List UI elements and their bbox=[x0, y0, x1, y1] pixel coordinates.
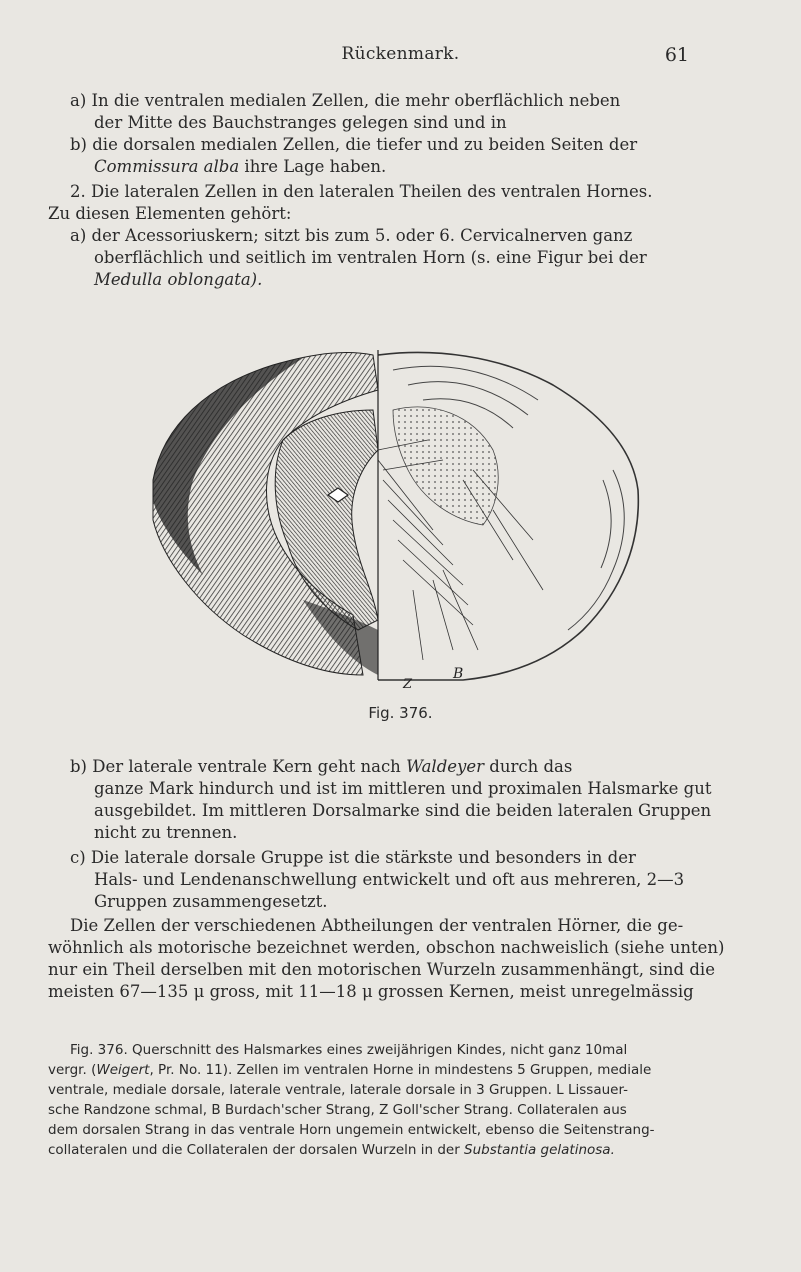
caption-line: collateralen und die Collateralen der dorsalen Wurzeln in der Substantia gelatinosa. bbox=[48, 1142, 615, 1158]
caption-line: sche Randzone schmal, B Burdach'scher Strang, Z Goll'scher Strang. Collateralen aus bbox=[48, 1102, 627, 1118]
text-line: a) der Acessoriuskern; sitzt bis zum 5. oder 6. Cervicalnerven ganz bbox=[70, 226, 633, 245]
text-line: Hals- und Lendenanschwellung entwickelt und oft aus mehreren, 2—3 bbox=[94, 870, 685, 889]
running-header: Rückenmark. bbox=[341, 44, 460, 64]
text-line: c) Die laterale dorsale Gruppe ist die stärkste und besonders in der bbox=[70, 848, 636, 867]
text-line: Die Zellen der verschiedenen Abtheilungen der ventralen Hörner, die ge- bbox=[70, 916, 684, 935]
caption-line: Fig. 376. Querschnitt des Halsmarkes eines zweijährigen Kindes, nicht ganz 10mal bbox=[70, 1042, 628, 1058]
page-number: 61 bbox=[664, 44, 689, 66]
text-line: Commissura alba ihre Lage haben. bbox=[94, 157, 387, 176]
figure-mark-b: B bbox=[453, 666, 464, 682]
text-line: b) die dorsalen medialen Zellen, die tiefer und zu beiden Seiten der bbox=[70, 135, 638, 154]
text-line: ganze Mark hindurch und ist im mittleren und proximalen Halsmarke gut bbox=[94, 779, 712, 798]
text-line: b) Der laterale ventrale Kern geht nach Waldeyer durch das bbox=[70, 757, 573, 776]
author-name: Waldeyer bbox=[406, 757, 485, 776]
caption-line: dem dorsalen Strang in das ventrale Horn ungemein entwickelt, ebenso die Seitenstrang- bbox=[48, 1122, 655, 1138]
text-line: wöhnlich als motorische bezeichnet werden, obschon nachweislich (siehe unten) bbox=[48, 938, 725, 957]
text-line: 2. Die lateralen Zellen in den lateralen Theilen des ventralen Hornes. bbox=[70, 182, 653, 201]
text-line: ausgebildet. Im mittleren Dorsalmarke sind die beiden lateralen Gruppen bbox=[94, 801, 712, 820]
figure-mark-z: Z bbox=[403, 677, 413, 690]
text-line: Gruppen zusammengesetzt. bbox=[94, 892, 328, 911]
italic-term: Commissura alba bbox=[94, 157, 240, 176]
text-line: a) In die ventralen medialen Zellen, die mehr oberflächlich neben bbox=[70, 91, 621, 110]
text-line: meisten 67—135 μ gross, mit 11—18 μ grossen Kernen, meist unregelmässig bbox=[48, 982, 694, 1001]
text-line: nicht zu trennen. bbox=[94, 823, 238, 842]
text-line: Medulla oblongata). bbox=[94, 270, 263, 289]
text-line: nur ein Theil derselben mit den motorischen Wurzeln zusammenhängt, sind die bbox=[48, 960, 715, 979]
text-line: Zu diesen Elementen gehört: bbox=[48, 204, 292, 223]
figure-label: Fig. 376. bbox=[368, 704, 433, 722]
text-line: der Mitte des Bauchstranges gelegen sind und in bbox=[94, 113, 507, 132]
caption-line: vergr. (Weigert, Pr. No. 11). Zellen im ventralen Horne in mindestens 5 Gruppen, mediale bbox=[48, 1062, 652, 1078]
text-line: oberflächlich und seitlich im ventralen Horn (s. eine Figur bei der bbox=[94, 248, 647, 267]
caption-line: ventrale, mediale dorsale, laterale ventrale, laterale dorsale in 3 Gruppen. L Lissauer- bbox=[48, 1082, 629, 1098]
spinal-cord-section-figure bbox=[133, 330, 661, 690]
